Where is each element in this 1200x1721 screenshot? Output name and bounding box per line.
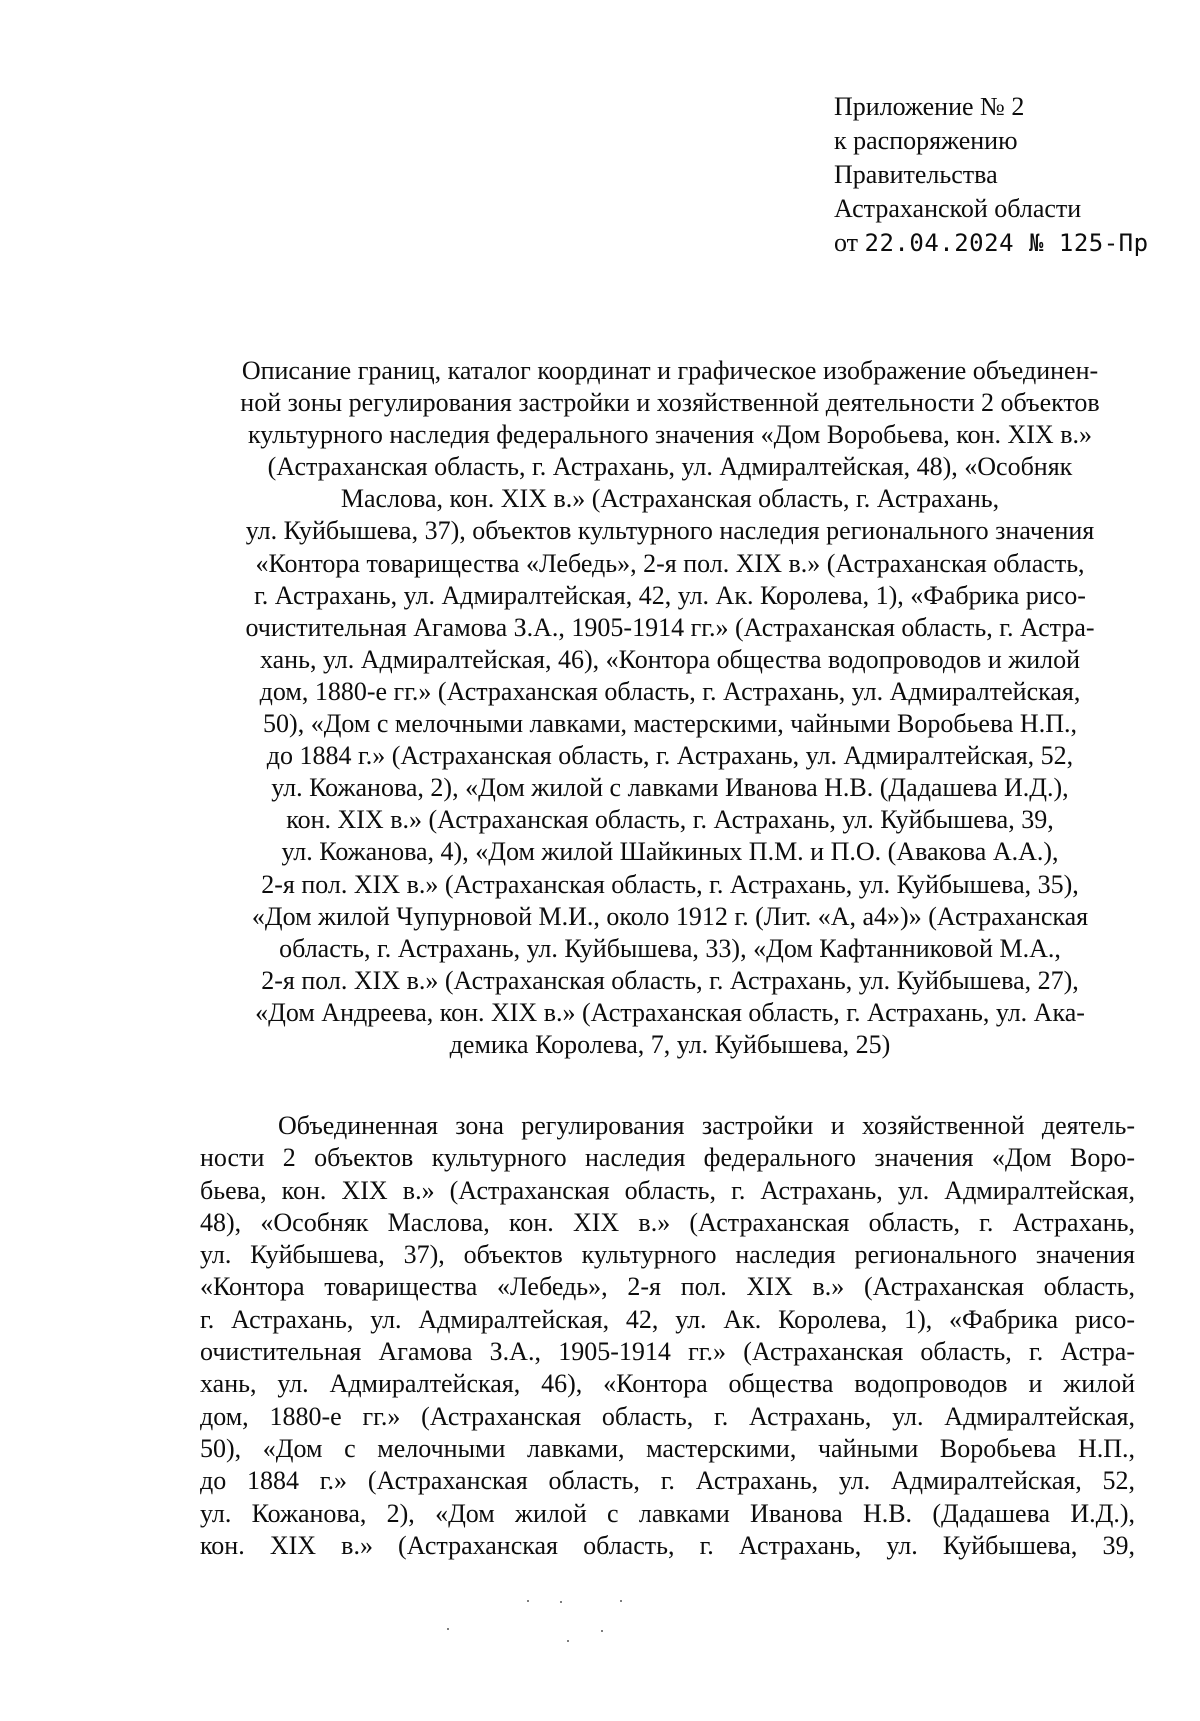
body-line: ул. Куйбышева, 37), объектов культурного наследия регионального значения (200, 1240, 1135, 1270)
scan-speck (620, 1600, 622, 1602)
title-line: до 1884 г.» (Астраханская область, г. Астрахань, ул. Адмиралтейская, 52, (266, 741, 1074, 771)
title-line: ул. Кожанова, 2), «Дом жилой с лавками Иванова Н.В. (Дадашева И.Д.), (271, 773, 1069, 803)
title-line: г. Астрахань, ул. Адмиралтейская, 42, ул. Ак. Королева, 1), «Фабрика рисо- (254, 580, 1086, 610)
body-line: бьева, кон. XIX в.» (Астраханская область, г. Астрахань, ул. Адмиралтейская, (200, 1175, 1135, 1205)
title-line: ной зоны регулирования застройки и хозяйственной деятельности 2 объектов (240, 388, 1100, 418)
title-line: «Контора товарищества «Лебедь», 2-я пол. XIX в.» (Астраханская область, (255, 548, 1085, 578)
title-line: 2-я пол. XIX в.» (Астраханская область, г. Астрахань, ул. Куйбышева, 35), (261, 869, 1079, 899)
body-line: дом, 1880-е гг.» (Астраханская область, г. Астрахань, ул. Адмиралтейская, (200, 1401, 1135, 1431)
body-line: кон. XIX в.» (Астраханская область, г. Астрахань, ул. Куйбышева, 39, (200, 1530, 1135, 1560)
title-line: 2-я пол. XIX в.» (Астраханская область, г. Астрахань, ул. Куйбышева, 27), (261, 965, 1079, 995)
title-line: Описание границ, каталог координат и графическое изображение объединен- (241, 356, 1099, 385)
appendix-line-4: Астраханской области (834, 194, 1082, 223)
appendix-line-1: Приложение № 2 (834, 92, 1025, 121)
scan-speck (560, 1601, 562, 1603)
body-line: до 1884 г.» (Астраханская область, г. Астрахань, ул. Адмиралтейская, 52, (200, 1466, 1135, 1496)
body-line: очистительная Агамова З.А., 1905-1914 гг.» (Астраханская область, г. Астра- (200, 1337, 1135, 1367)
title-line: «Дом жилой Чупурновой М.И., около 1912 г. (Лит. «А, а4»)» (Астраханская (251, 901, 1089, 931)
title-line: демика Королева, 7, ул. Куйбышева, 25) (449, 1029, 891, 1059)
title-line: «Дом Андреева, кон. XIX в.» (Астраханская область, г. Астрахань, ул. Ака- (255, 997, 1085, 1027)
title-line: кон. XIX в.» (Астраханская область, г. Астрахань, ул. Куйбышева, 39, (286, 805, 1054, 835)
appendix-date-line (834, 226, 1174, 260)
document-title (190, 355, 1150, 1061)
body-line: 48), «Особняк Маслова, кон. XIX в.» (Астраханская область, г. Астрахань, (200, 1207, 1135, 1237)
title-line: Маслова, кон. XIX в.» (Астраханская область, г. Астрахань, (340, 484, 1000, 514)
body-line: «Контора товарищества «Лебедь», 2-я пол. XIX в.» (Астраханская область, (200, 1272, 1135, 1302)
appendix-line-3: Правительства (834, 160, 998, 189)
appendix-date-stamp: 22.04.2024 № 125-Пр (864, 229, 1149, 257)
scan-speck (527, 1600, 529, 1602)
body-line: 50), «Дом с мелочными лавками, мастерскими, чайными Воробьева Н.П., (200, 1433, 1135, 1463)
title-line: ул. Кожанова, 4), «Дом жилой Шайкиных П.М. и П.О. (Авакова А.А.), (281, 837, 1059, 867)
body-paragraph (200, 1110, 1135, 1562)
body-line: Объединенная зона регулирования застройки и хозяйственной деятель- (278, 1111, 1135, 1140)
appendix-line-2: к распоряжению (834, 126, 1018, 155)
scan-speck (601, 1630, 603, 1632)
title-line: хань, ул. Адмиралтейская, 46), «Контора общества водопроводов и жилой (259, 644, 1081, 674)
body-line: ул. Кожанова, 2), «Дом жилой с лавками Иванова Н.В. (Дадашева И.Д.), (200, 1498, 1135, 1528)
title-line: ул. Куйбышева, 37), объектов культурного наследия регионального значения (245, 516, 1095, 546)
body-line: хань, ул. Адмиралтейская, 46), «Контора общества водопроводов и жилой (200, 1369, 1135, 1399)
title-line: культурного наследия федерального значения «Дом Воробьева, кон. XIX в.» (248, 420, 1092, 450)
title-line: 50), «Дом с мелочными лавками, мастерскими, чайными Воробьева Н.П., (263, 709, 1077, 739)
title-line: (Астраханская область, г. Астрахань, ул. Адмиралтейская, 48), «Особняк (267, 452, 1073, 482)
title-line: область, г. Астрахань, ул. Куйбышева, 33), «Дом Кафтанниковой М.А., (279, 933, 1061, 963)
body-line: г. Астрахань, ул. Адмиралтейская, 42, ул. Ак. Королева, 1), «Фабрика рисо- (200, 1304, 1135, 1334)
title-line: очистительная Агамова З.А., 1905-1914 гг.» (Астраханская область, г. Астра- (245, 612, 1095, 642)
title-line: дом, 1880-е гг.» (Астраханская область, г. Астрахань, ул. Адмиралтейская, (259, 676, 1081, 706)
appendix-date-prefix: от (834, 228, 859, 257)
body-line: ности 2 объектов культурного наследия федерального значения «Дом Воро- (200, 1143, 1135, 1173)
scan-speck (447, 1628, 449, 1630)
scan-speck (567, 1640, 569, 1642)
appendix-header (834, 90, 1174, 260)
